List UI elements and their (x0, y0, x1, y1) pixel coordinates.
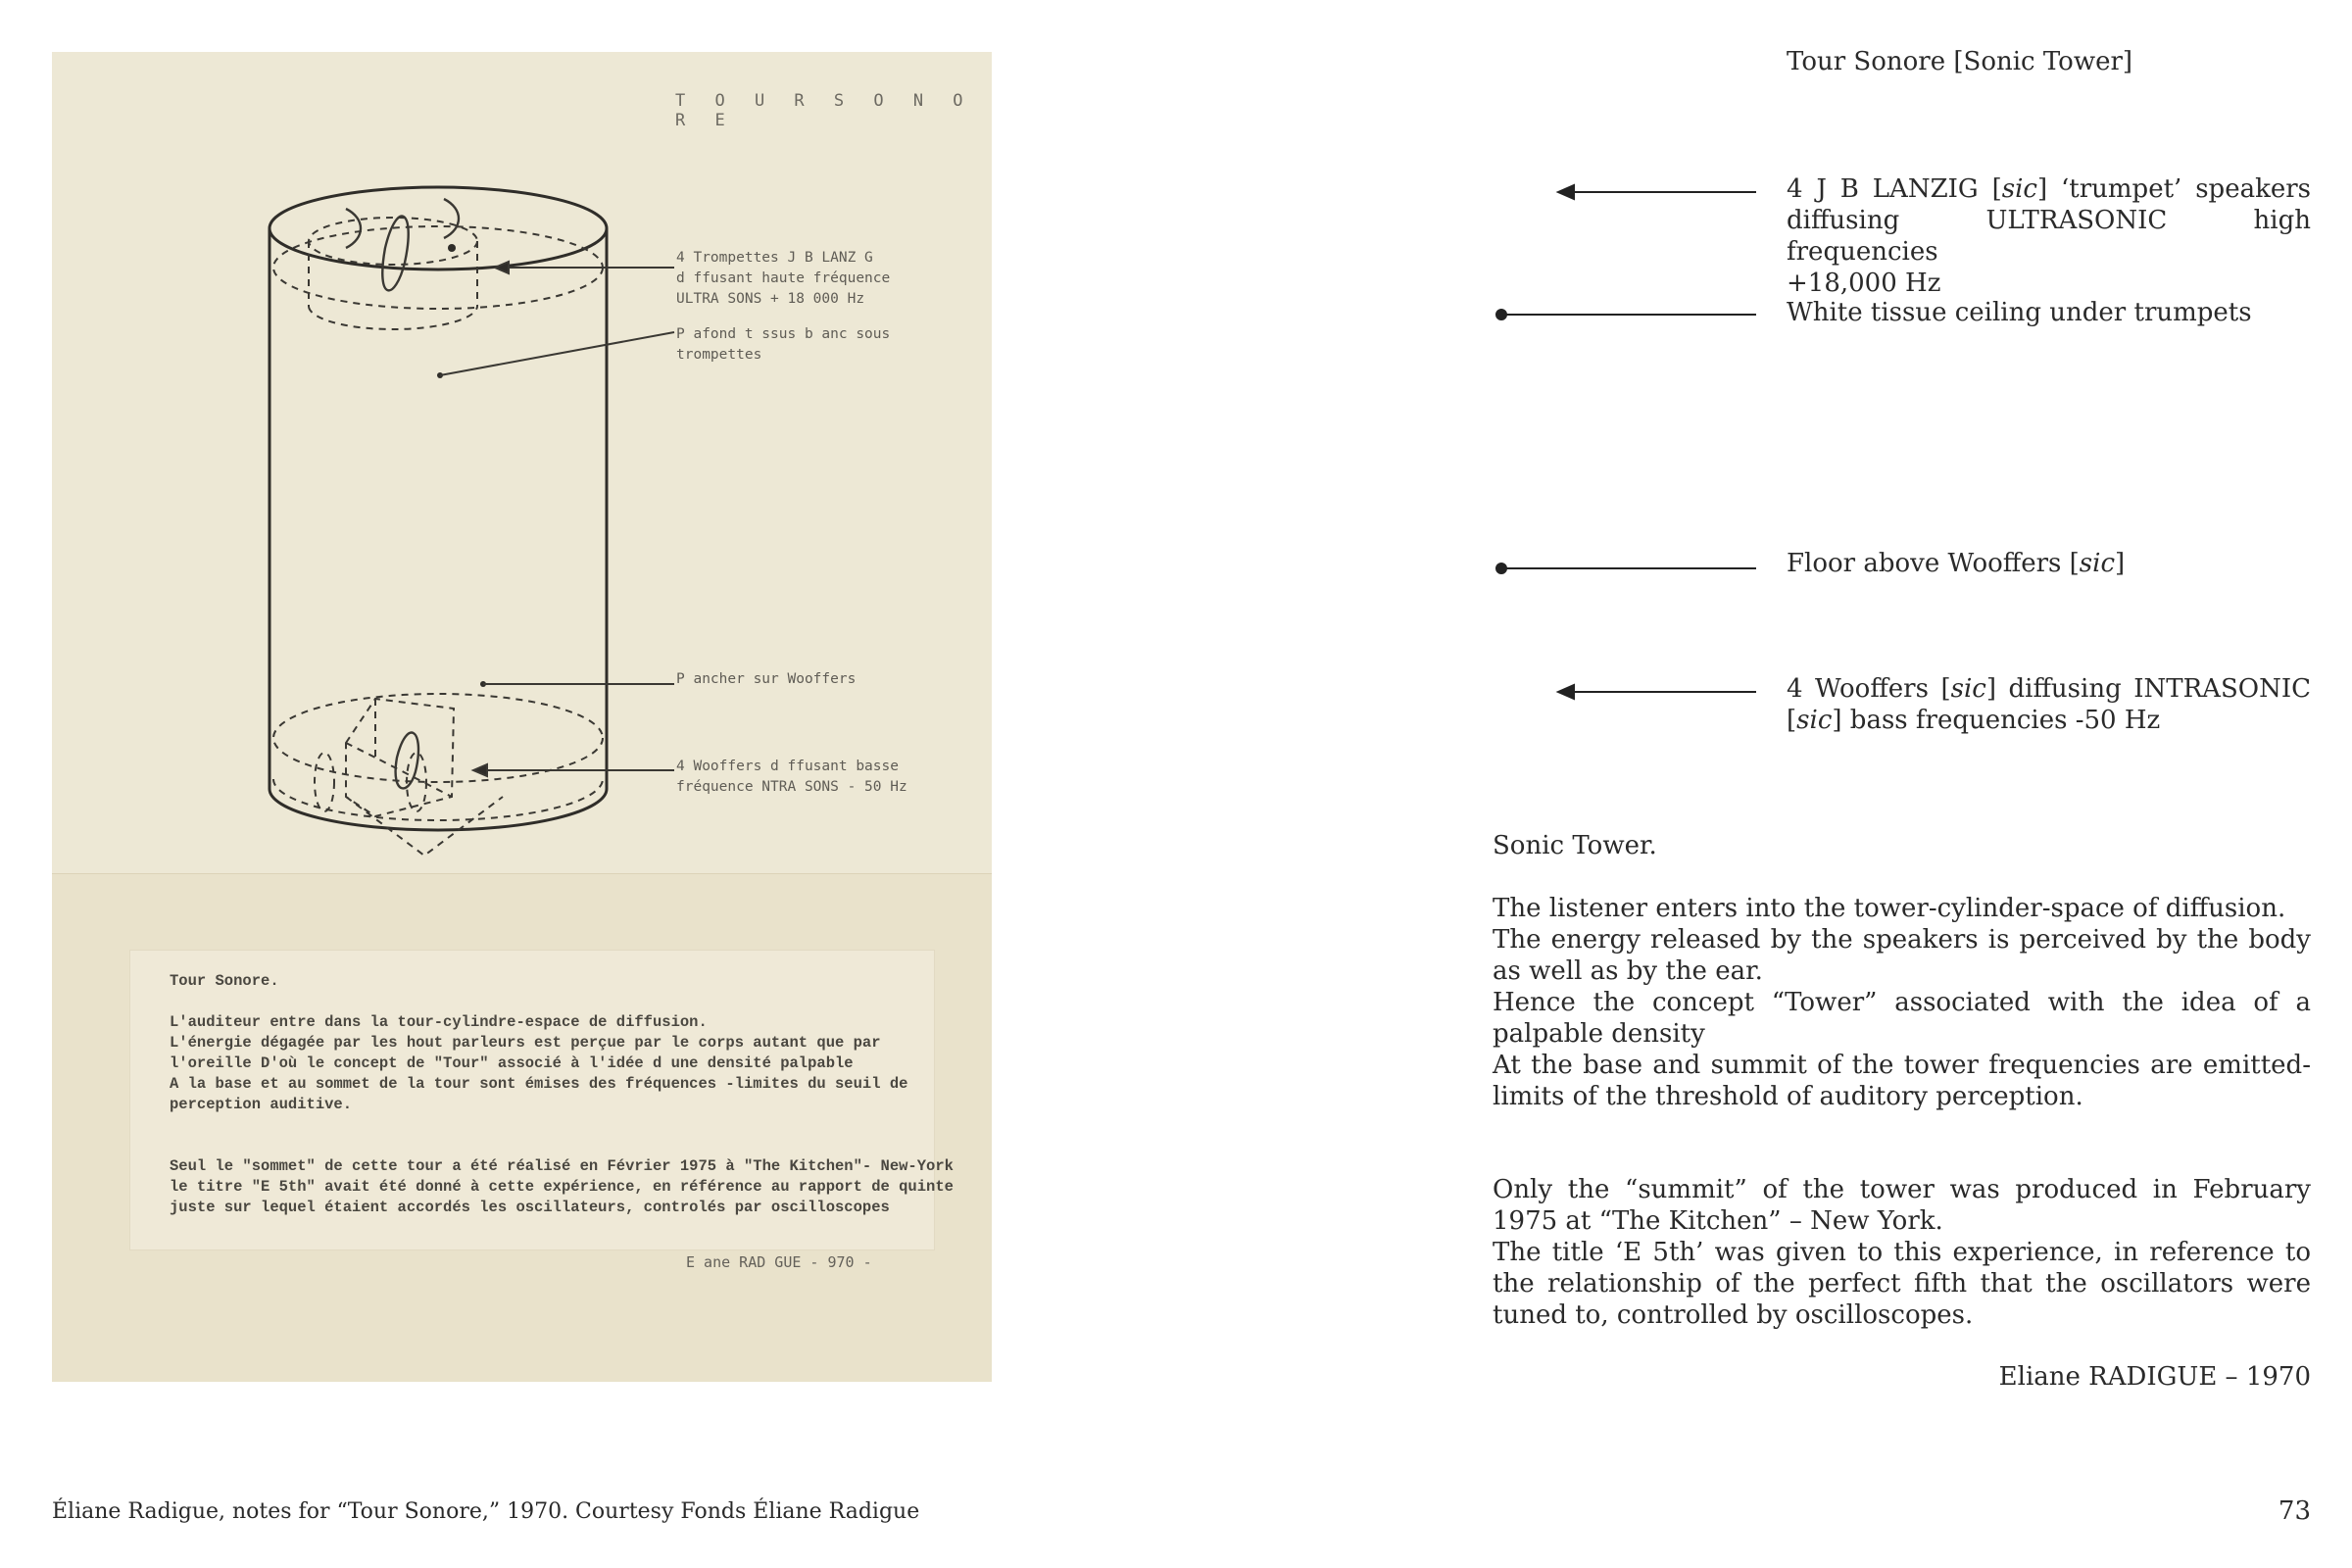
arrowhead-trumpets-icon (1558, 185, 1574, 199)
typed-paragraph-french-2: Seul le "sommet" de cette tour a été réalisé en Février 1975 à "The Kitchen"- New-York le titre "E 5th" avait été donné à cette expérience, en référence au rapport de quinte juste sur lequel étaient accordés les oscillateurs, controlés par oscilloscopes (170, 1157, 954, 1216)
label-floor: Floor above Wooffers [sic] (1787, 549, 2126, 578)
dot-ceiling-icon (1496, 310, 1506, 319)
typed-paragraph-french-1: Tour Sonore. L'auditeur entre dans la tour-cylindre-espace de diffusion. L'énergie dégagée par les hout parleurs est perçue par le corps autant que par l'oreille D'où le concept de "Tour" associé à l'idée d une densité palpable A la base et au sommet de la tour sont émises des fréquences -limites du seuil de perception auditive. (170, 972, 908, 1113)
label-ceiling: White tissue ceiling under trumpets (1787, 298, 2252, 327)
translation-title: Tour Sonore [Sonic Tower] (1787, 47, 2133, 76)
translation-intro: Sonic Tower. (1493, 831, 1657, 860)
translation-paragraph-2: Only the “summit” of the tower was produced in February 1975 at “The Kitchen” – New York. The title ‘E 5th’ was given to this experience, in reference to the relationship of the perfect fifth that the oscillators were tuned to, controlled by oscilloscopes. (1493, 1175, 2311, 1330)
translation-signature: Eliane RADIGUE – 1970 (1998, 1362, 2311, 1392)
note-ceiling: P afond t ssus b anc sous trompettes (676, 326, 891, 363)
figure-caption: Éliane Radigue, notes for “Tour Sonore,” 1970. Courtesy Fonds Éliane Radigue (52, 1499, 920, 1524)
note-trumpets: 4 Trompettes J B LANZ G d ffusant haute fréquence ULTRA SONS + 18 000 Hz (676, 250, 891, 307)
translation-paragraph-1: The listener enters into the tower-cylinder-space of diffusion. The energy released by the speakers is perceived by the body as well as by the ear. Hence the concept “Tower” associated with the idea of a palpable density At the base and summit of the tower frequencies are emitted- limits of the threshold of auditory perception. (1493, 894, 2311, 1111)
dot-floor-icon (1496, 564, 1506, 573)
page-number: 73 (2278, 1496, 2311, 1526)
arrowhead-woofers-icon (1558, 685, 1574, 699)
sheet-signature: E ane RAD GUE - 970 - (686, 1253, 872, 1271)
sheet-title: T O U R S O N O R E (675, 91, 973, 130)
note-floor: P ancher sur Wooffers (676, 671, 857, 687)
note-woofers: 4 Wooffers d ffusant basse fréquence NTRA SONS - 50 Hz (676, 759, 907, 795)
label-trumpets: 4 J B LANZIG [sic] ‘trumpet’ speakers diffusing ULTRASONIC high frequencies +18,000 Hz (1787, 174, 2311, 298)
label-woofers: 4 Wooffers [sic] diffusing INTRASONIC [sic] bass frequencies -50 Hz (1787, 674, 2311, 735)
